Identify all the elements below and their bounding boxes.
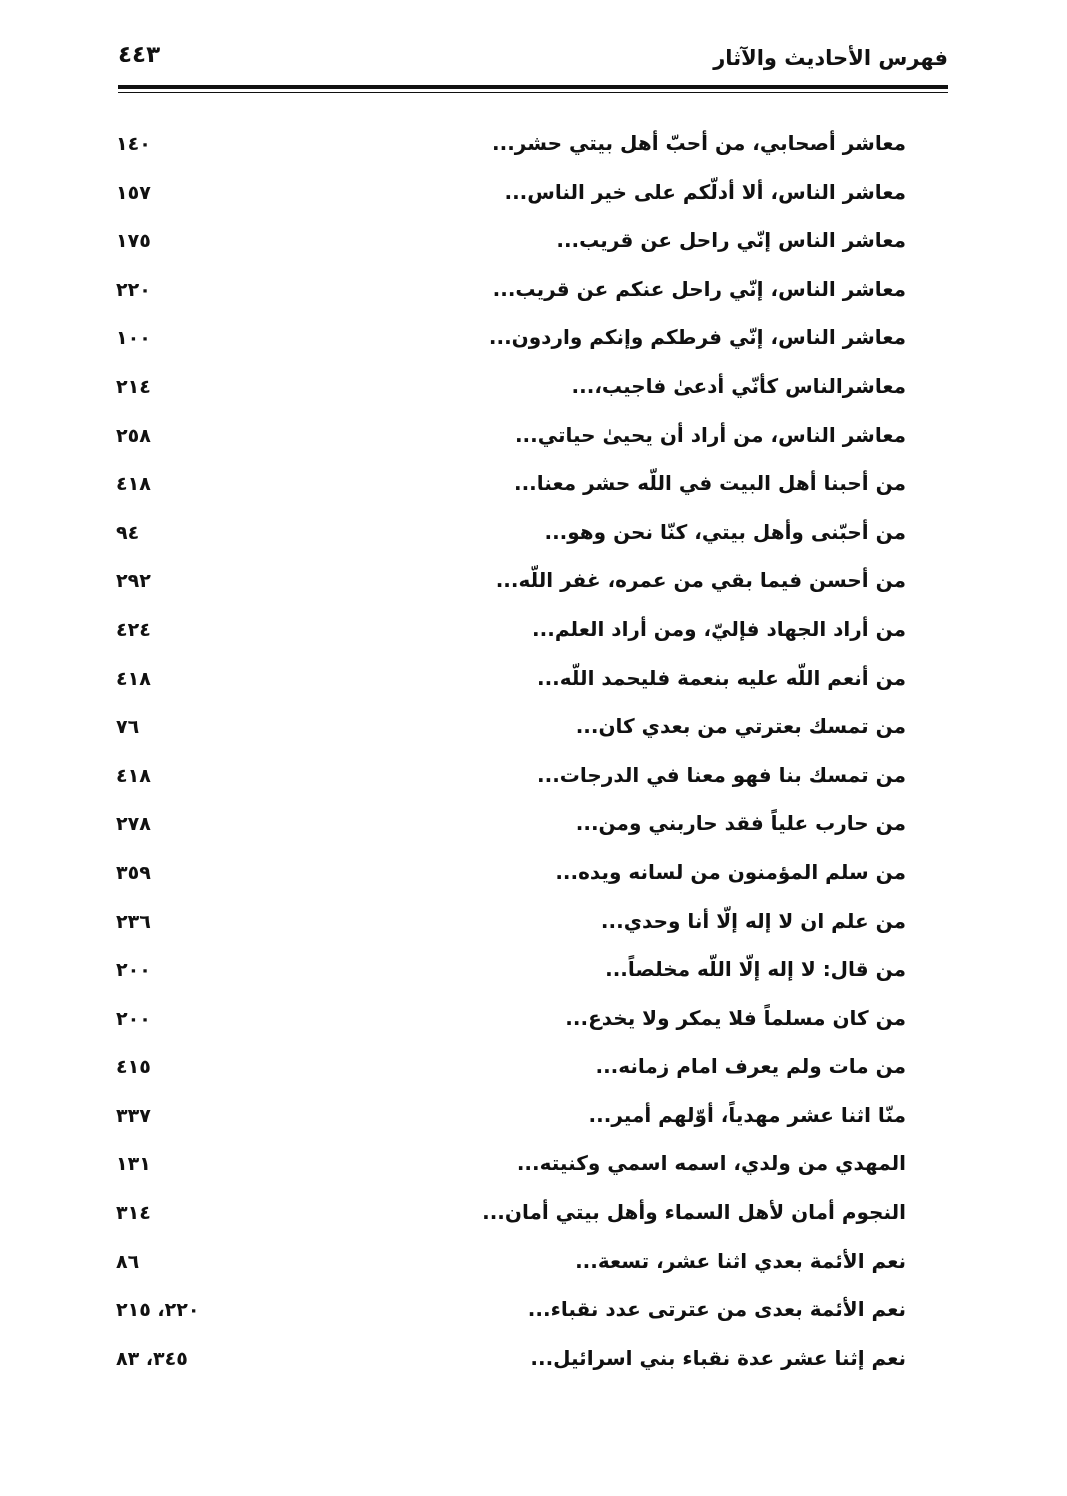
entry-page-numbers: ٤١٨ xyxy=(116,473,151,496)
index-entry xyxy=(110,1340,906,1389)
page-number: ٤٤٣ xyxy=(118,42,161,68)
index-entry xyxy=(110,174,906,223)
index-entry xyxy=(110,465,906,514)
entry-page-numbers: ٢٠٠ xyxy=(116,1007,151,1030)
entry-text: من أحبّنى وأهل بيتي، كنّا نحن وهو... xyxy=(544,519,906,544)
entry-page-numbers: ٣٥٩ xyxy=(116,861,151,884)
index-entry xyxy=(110,708,906,757)
entry-page-numbers: ٨٦ xyxy=(116,1250,140,1273)
entry-text: من تمسك بنا فهو معنا في الدرجات... xyxy=(537,762,906,787)
entry-page-numbers: ٣١٤ xyxy=(116,1202,151,1225)
index-entry xyxy=(110,1291,906,1340)
entry-text: معاشر الناس إنّي راحل عن قريب... xyxy=(556,228,906,253)
index-entry xyxy=(110,611,906,660)
entry-text: معاشر الناس، من أراد أن يحيىٰ حياتي... xyxy=(514,422,906,447)
index-entry xyxy=(110,368,906,417)
entry-page-numbers: ٢١٤ xyxy=(116,375,151,398)
index-entry xyxy=(110,757,906,806)
index-entry xyxy=(110,417,906,466)
entry-text: معاشر الناس، إنّي راحل عنكم عن قريب... xyxy=(492,276,906,301)
entry-text: من أراد الجهاد فإليّ، ومن أراد العلم... xyxy=(532,616,906,641)
page-header xyxy=(118,38,948,82)
entry-text: من أحسن فيما بقي من عمره، غفر اللّه... xyxy=(495,568,906,593)
entry-page-numbers: ٣٣٧ xyxy=(116,1104,151,1127)
index-entry xyxy=(110,271,906,320)
entry-text: النجوم أمان لأهل السماء وأهل بيتي أمان... xyxy=(482,1200,906,1225)
entry-text: من حارب علياً فقد حاربني ومن... xyxy=(575,811,906,836)
index-entry xyxy=(110,854,906,903)
entry-page-numbers: ٧٦ xyxy=(116,716,140,739)
entry-page-numbers: ١٧٥ xyxy=(116,230,151,253)
entry-page-numbers: ١٤٠ xyxy=(116,133,151,155)
entry-text: من أحبنا أهل البيت في اللّه حشر معنا... xyxy=(513,471,906,496)
entry-text: معاشر الناس، إنّي فرطكم وإنكم واردون... xyxy=(488,325,906,350)
index-entry xyxy=(110,805,906,854)
entry-page-numbers: ٣٤٥، ٨٣ xyxy=(116,1347,188,1370)
index-entry xyxy=(110,660,906,709)
entry-page-numbers: ١٠٠ xyxy=(116,327,151,350)
index-entry xyxy=(110,1000,906,1049)
entry-page-numbers: ٢٩٢ xyxy=(116,570,151,593)
entry-page-numbers: ٤١٨ xyxy=(116,667,151,690)
entry-text: من سلم المؤمنون من لسانه ويده... xyxy=(555,859,906,884)
header-rule-thick xyxy=(118,85,948,89)
index-entry xyxy=(110,125,906,174)
index-entry xyxy=(110,1097,906,1146)
entry-text: من تمسك بعترتي من بعدي كان... xyxy=(575,714,906,739)
entry-page-numbers: ٢٣٦ xyxy=(116,910,151,933)
entry-text: نعم الأئمة بعدي اثنا عشر، تسعة... xyxy=(575,1248,906,1273)
entry-page-numbers: ٢٧٨ xyxy=(116,813,151,836)
entry-page-numbers: ٢٥٨ xyxy=(116,424,151,447)
entry-text: معاشرالناس كأنّي أدعىٰ فاجيب،... xyxy=(571,373,906,398)
entry-text: نعم إثنا عشر عدة نقباء بني اسرائيل... xyxy=(530,1345,906,1370)
entry-page-numbers: ١٣١ xyxy=(116,1153,151,1176)
entry-text: من أنعم اللّه عليه بنعمة فليحمد اللّه... xyxy=(536,665,906,690)
entry-page-numbers: ٢٠٠ xyxy=(116,959,151,982)
entry-text: من علم ان لا إله إلّا أنا وحدي... xyxy=(600,908,906,933)
entry-page-numbers: ٤١٨ xyxy=(116,764,151,787)
running-title: فهرس الأحاديث والآثار xyxy=(713,46,948,70)
index-entry xyxy=(110,514,906,563)
index-entry xyxy=(110,903,906,952)
header-rule-thin xyxy=(118,92,948,93)
entry-text: معاشر الناس، ألا أدلّكم على خير الناس... xyxy=(504,179,906,204)
entry-text: المهدي من ولدي، اسمه اسمي وكنيته... xyxy=(516,1151,906,1176)
entry-text: من مات ولم يعرف امام زمانه... xyxy=(595,1054,906,1079)
entry-page-numbers: ٢٢٠، ٢١٥ xyxy=(116,1299,200,1322)
index-entry xyxy=(110,222,906,271)
index-entry xyxy=(110,1243,906,1292)
hadith-index-list xyxy=(110,125,906,1388)
entry-text: نعم الأئمة بعدى من عترتى عدد نقباء... xyxy=(527,1297,906,1322)
entry-text: من قال: لا إله إلّا اللّه مخلصاً... xyxy=(605,957,906,982)
entry-page-numbers: ٤٢٤ xyxy=(116,618,151,641)
entry-text: منّا اثنا عشر مهدياً، أوّلهم أمير... xyxy=(588,1102,906,1127)
index-entry xyxy=(110,951,906,1000)
index-entry xyxy=(110,319,906,368)
index-entry xyxy=(110,1194,906,1243)
entry-text: من كان مسلماً فلا يمكر ولا يخدع... xyxy=(565,1005,906,1030)
index-entry xyxy=(110,1145,906,1194)
entry-page-numbers: ٢٢٠ xyxy=(116,278,151,301)
entry-page-numbers: ٤١٥ xyxy=(116,1056,151,1079)
entry-text: معاشر أصحابي، من أحبّ أهل بيتي حشر... xyxy=(492,131,906,155)
entry-page-numbers: ٩٤ xyxy=(116,521,140,544)
index-entry xyxy=(110,1048,906,1097)
index-entry xyxy=(110,562,906,611)
entry-page-numbers: ١٥٧ xyxy=(116,181,151,204)
